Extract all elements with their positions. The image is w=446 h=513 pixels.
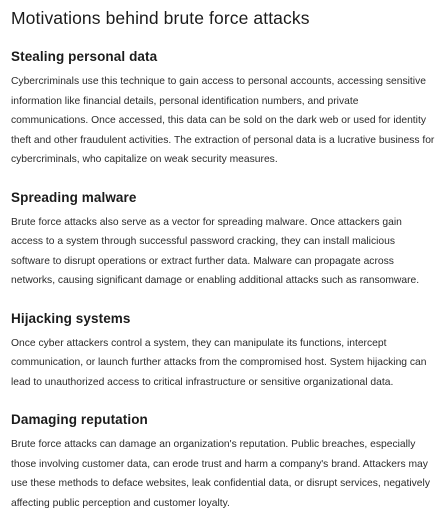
section-heading: Stealing personal data [11, 49, 158, 64]
page-title: Motivations behind brute force attacks [11, 8, 310, 28]
section-spreading-malware [11, 189, 436, 291]
section-heading: Hijacking systems [11, 310, 131, 326]
section-paragraph: Once cyber attackers control a system, they can manipulate its functions, intercept communication, or launch further attacks from the compromised host. System hijacking can lead to unauthorized access to critical infrastructure or sensitive organizational data. [11, 337, 427, 388]
section-damaging-reputation [11, 411, 436, 513]
section-heading: Damaging reputation [11, 412, 148, 427]
section-paragraph: Cybercriminals use this technique to gain access to personal accounts, accessing sensitive information like financial details, personal identification numbers, and private communications. Once accessed, this data can be sold on the dark web or used for identity theft and other fraudulent activities. The extraction of personal data is a lucrative business for cybercriminals, who capitalize on weak security measures. [11, 76, 435, 165]
section-paragraph: Brute force attacks also serve as a vector for spreading malware. Once attackers gain access to a system through successful password cracking, they can install malicious software to disrupt operations or extract further data. Malware can propagate across networks, causing significant damage or enabling additional attacks such as ransomware. [11, 216, 420, 286]
section-paragraph: Brute force attacks can damage an organization's reputation. Public breaches, especially those involving customer data, can erode trust and harm a company's brand. Attackers may use these methods to deface websites, leak confidential data, or disrupt services, negatively affecting public perception and customer loyalty. [11, 439, 430, 509]
section-hijacking-systems [11, 310, 436, 393]
section-heading: Spreading malware [11, 189, 137, 205]
section-stealing-personal-data [11, 48, 436, 170]
